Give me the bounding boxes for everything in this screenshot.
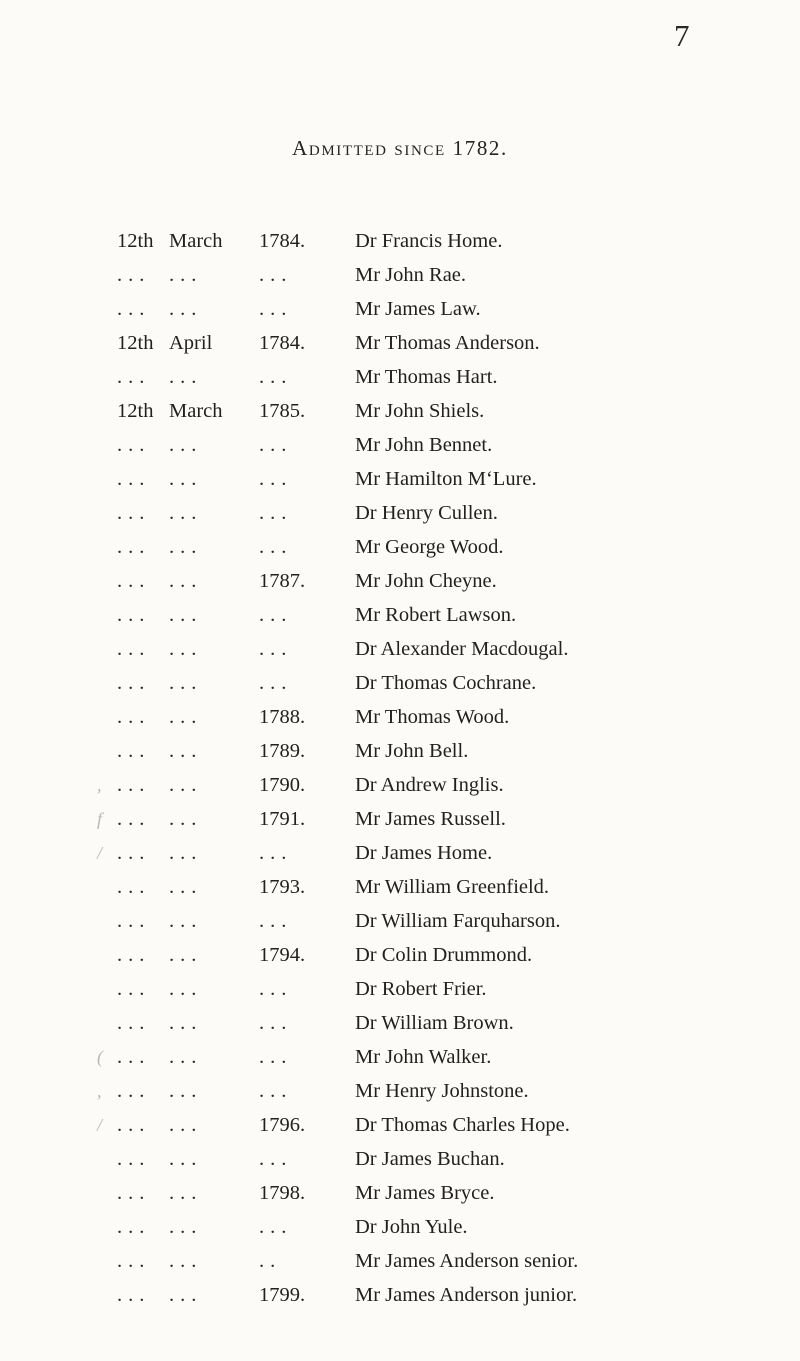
date-day-cell: ... xyxy=(117,570,151,592)
member-name: Dr William Farquharson. xyxy=(355,910,561,932)
date-day-cell: ... xyxy=(117,298,151,320)
date-year-cell: ... xyxy=(259,264,293,286)
date-month-cell: ... xyxy=(169,1148,203,1170)
date-year-cell: ... xyxy=(259,366,293,388)
list-item xyxy=(97,1244,745,1278)
member-name: Mr John Walker. xyxy=(355,1046,492,1068)
date-day-cell: ... xyxy=(117,978,151,1000)
date-day-cell: ... xyxy=(117,502,151,524)
date-year-cell: 1799. xyxy=(259,1284,306,1306)
list-item xyxy=(97,836,745,870)
date-month-cell: ... xyxy=(169,638,203,660)
date-month-cell: ... xyxy=(169,876,203,898)
list-item xyxy=(97,632,745,666)
margin-mark: , xyxy=(97,775,102,795)
member-name: Mr George Wood. xyxy=(355,536,504,558)
date-month-cell: ... xyxy=(169,298,203,320)
date-month-cell: ... xyxy=(169,1012,203,1034)
date-month-cell: ... xyxy=(169,264,203,286)
list-item xyxy=(97,1006,745,1040)
date-year-cell: ... xyxy=(259,1046,293,1068)
list-item xyxy=(97,666,745,700)
date-year-cell: ... xyxy=(259,604,293,626)
list-item xyxy=(97,870,745,904)
date-month-cell: April xyxy=(169,332,213,354)
list-item xyxy=(97,938,745,972)
date-year-cell: 1794. xyxy=(259,944,306,966)
member-name: Dr John Yule. xyxy=(355,1216,468,1238)
date-day-cell: ... xyxy=(117,1250,151,1272)
member-name: Dr James Home. xyxy=(355,842,493,864)
date-year-cell: 1789. xyxy=(259,740,306,762)
date-year-cell: 1793. xyxy=(259,876,306,898)
date-day-cell: 12th xyxy=(117,332,154,354)
list-item xyxy=(97,292,745,326)
date-day-cell: ... xyxy=(117,944,151,966)
date-day-cell: ... xyxy=(117,876,151,898)
member-name: Mr John Shiels. xyxy=(355,400,485,422)
date-month-cell: ... xyxy=(169,740,203,762)
member-name: Mr James Bryce. xyxy=(355,1182,495,1204)
date-year-cell: ... xyxy=(259,536,293,558)
member-name: Dr Andrew Inglis. xyxy=(355,774,504,796)
date-day-cell: 12th xyxy=(117,400,154,422)
date-year-cell: ... xyxy=(259,502,293,524)
member-name: Mr James Russell. xyxy=(355,808,506,830)
list-item xyxy=(97,1278,745,1312)
member-name: Dr Alexander Macdougal. xyxy=(355,638,569,660)
date-day-cell: ... xyxy=(117,910,151,932)
member-name: Mr John Rae. xyxy=(355,264,467,286)
date-day-cell: ... xyxy=(117,1080,151,1102)
list-item xyxy=(97,734,745,768)
date-month-cell: ... xyxy=(169,706,203,728)
date-day-cell: ... xyxy=(117,774,151,796)
list-item xyxy=(97,258,745,292)
date-day-cell: ... xyxy=(117,706,151,728)
date-day-cell: ... xyxy=(117,536,151,558)
member-name: Dr Thomas Charles Hope. xyxy=(355,1114,570,1136)
date-year-cell: 1787. xyxy=(259,570,306,592)
member-name: Dr Henry Cullen. xyxy=(355,502,498,524)
admissions-list xyxy=(97,224,745,1312)
page-heading: Admitted since 1782. xyxy=(292,136,508,160)
date-year-cell: ... xyxy=(259,434,293,456)
date-month-cell: ... xyxy=(169,1046,203,1068)
member-name: Mr Thomas Hart. xyxy=(355,366,498,388)
member-name: Dr Robert Frier. xyxy=(355,978,487,1000)
date-month-cell: ... xyxy=(169,536,203,558)
date-month-cell: ... xyxy=(169,944,203,966)
date-year-cell: ... xyxy=(259,638,293,660)
date-month-cell: ... xyxy=(169,1284,203,1306)
date-year-cell: 1784. xyxy=(259,230,306,252)
date-day-cell: ... xyxy=(117,468,151,490)
member-name: Mr John Cheyne. xyxy=(355,570,497,592)
date-day-cell: ... xyxy=(117,434,151,456)
date-month-cell: ... xyxy=(169,1182,203,1204)
member-name: Mr Hamilton M‘Lure. xyxy=(355,468,537,490)
list-item xyxy=(97,496,745,530)
date-day-cell: ... xyxy=(117,808,151,830)
page-number: 7 xyxy=(674,18,690,53)
date-day-cell: ... xyxy=(117,1216,151,1238)
date-day-cell: ... xyxy=(117,740,151,762)
member-name: Dr Thomas Cochrane. xyxy=(355,672,537,694)
list-item xyxy=(97,598,745,632)
margin-mark: , xyxy=(97,1081,102,1101)
member-name: Mr Thomas Anderson. xyxy=(355,332,540,354)
list-item xyxy=(97,530,745,564)
date-month-cell: March xyxy=(169,230,223,252)
list-item xyxy=(97,904,745,938)
date-day-cell: ... xyxy=(117,1046,151,1068)
date-month-cell: ... xyxy=(169,570,203,592)
date-month-cell: ... xyxy=(169,842,203,864)
date-month-cell: ... xyxy=(169,978,203,1000)
date-year-cell: ... xyxy=(259,1216,293,1238)
member-name: Dr Francis Home. xyxy=(355,230,503,252)
date-year-cell: ... xyxy=(259,1012,293,1034)
list-item xyxy=(97,564,745,598)
member-name: Mr James Anderson junior. xyxy=(355,1284,578,1306)
list-item xyxy=(97,1074,745,1108)
list-item xyxy=(97,1108,745,1142)
date-month-cell: ... xyxy=(169,672,203,694)
date-month-cell: ... xyxy=(169,910,203,932)
member-name: Mr Henry Johnstone. xyxy=(355,1080,529,1102)
list-item xyxy=(97,462,745,496)
date-day-cell: ... xyxy=(117,264,151,286)
date-month-cell: ... xyxy=(169,1250,203,1272)
date-month-cell: ... xyxy=(169,808,203,830)
date-year-cell: 1788. xyxy=(259,706,306,728)
member-name: Dr James Buchan. xyxy=(355,1148,505,1170)
margin-mark: f xyxy=(97,809,103,829)
date-year-cell: 1790. xyxy=(259,774,306,796)
list-item xyxy=(97,972,745,1006)
list-item xyxy=(97,768,745,802)
member-name: Mr James Anderson senior. xyxy=(355,1250,579,1272)
date-year-cell: 1798. xyxy=(259,1182,306,1204)
date-day-cell: ... xyxy=(117,604,151,626)
list-item xyxy=(97,700,745,734)
date-day-cell: ... xyxy=(117,842,151,864)
date-year-cell: ... xyxy=(259,1148,293,1170)
date-day-cell: ... xyxy=(117,1114,151,1136)
date-year-cell: 1791. xyxy=(259,808,306,830)
date-day-cell: ... xyxy=(117,638,151,660)
date-month-cell: March xyxy=(169,400,223,422)
date-day-cell: ... xyxy=(117,1182,151,1204)
date-year-cell: 1785. xyxy=(259,400,306,422)
member-name: Mr John Bell. xyxy=(355,740,469,762)
member-name: Mr William Greenfield. xyxy=(355,876,550,898)
date-month-cell: ... xyxy=(169,774,203,796)
date-day-cell: 12th xyxy=(117,230,154,252)
date-year-cell: 1784. xyxy=(259,332,306,354)
date-day-cell: ... xyxy=(117,1012,151,1034)
date-year-cell: ... xyxy=(259,978,293,1000)
list-item xyxy=(97,1176,745,1210)
list-item xyxy=(97,360,745,394)
date-year-cell: ... xyxy=(259,842,293,864)
date-year-cell: ... xyxy=(259,672,293,694)
date-year-cell: ... xyxy=(259,468,293,490)
list-item xyxy=(97,1040,745,1074)
list-item xyxy=(97,224,745,258)
date-day-cell: ... xyxy=(117,672,151,694)
date-year-cell: ... xyxy=(259,1080,293,1102)
list-item xyxy=(97,802,745,836)
date-month-cell: ... xyxy=(169,468,203,490)
member-name: Dr Colin Drummond. xyxy=(355,944,533,966)
date-month-cell: ... xyxy=(169,502,203,524)
margin-mark: / xyxy=(97,843,103,863)
member-name: Mr Robert Lawson. xyxy=(355,604,517,626)
date-day-cell: ... xyxy=(117,1284,151,1306)
date-month-cell: ... xyxy=(169,366,203,388)
date-month-cell: ... xyxy=(169,1080,203,1102)
date-month-cell: ... xyxy=(169,1114,203,1136)
date-year-cell: ... xyxy=(259,910,293,932)
member-name: Dr William Brown. xyxy=(355,1012,514,1034)
margin-mark: / xyxy=(97,1115,103,1135)
member-name: Mr James Law. xyxy=(355,298,481,320)
date-month-cell: ... xyxy=(169,434,203,456)
margin-mark: ( xyxy=(97,1047,103,1067)
date-month-cell: ... xyxy=(169,1216,203,1238)
date-year-cell: 1796. xyxy=(259,1114,306,1136)
date-day-cell: ... xyxy=(117,366,151,388)
list-item xyxy=(97,326,745,360)
list-item xyxy=(97,394,745,428)
list-item xyxy=(97,1142,745,1176)
list-item xyxy=(97,428,745,462)
date-year-cell: ... xyxy=(259,298,293,320)
list-item xyxy=(97,1210,745,1244)
date-year-cell: .. xyxy=(259,1250,282,1272)
member-name: Mr John Bennet. xyxy=(355,434,493,456)
date-day-cell: ... xyxy=(117,1148,151,1170)
date-month-cell: ... xyxy=(169,604,203,626)
member-name: Mr Thomas Wood. xyxy=(355,706,510,728)
